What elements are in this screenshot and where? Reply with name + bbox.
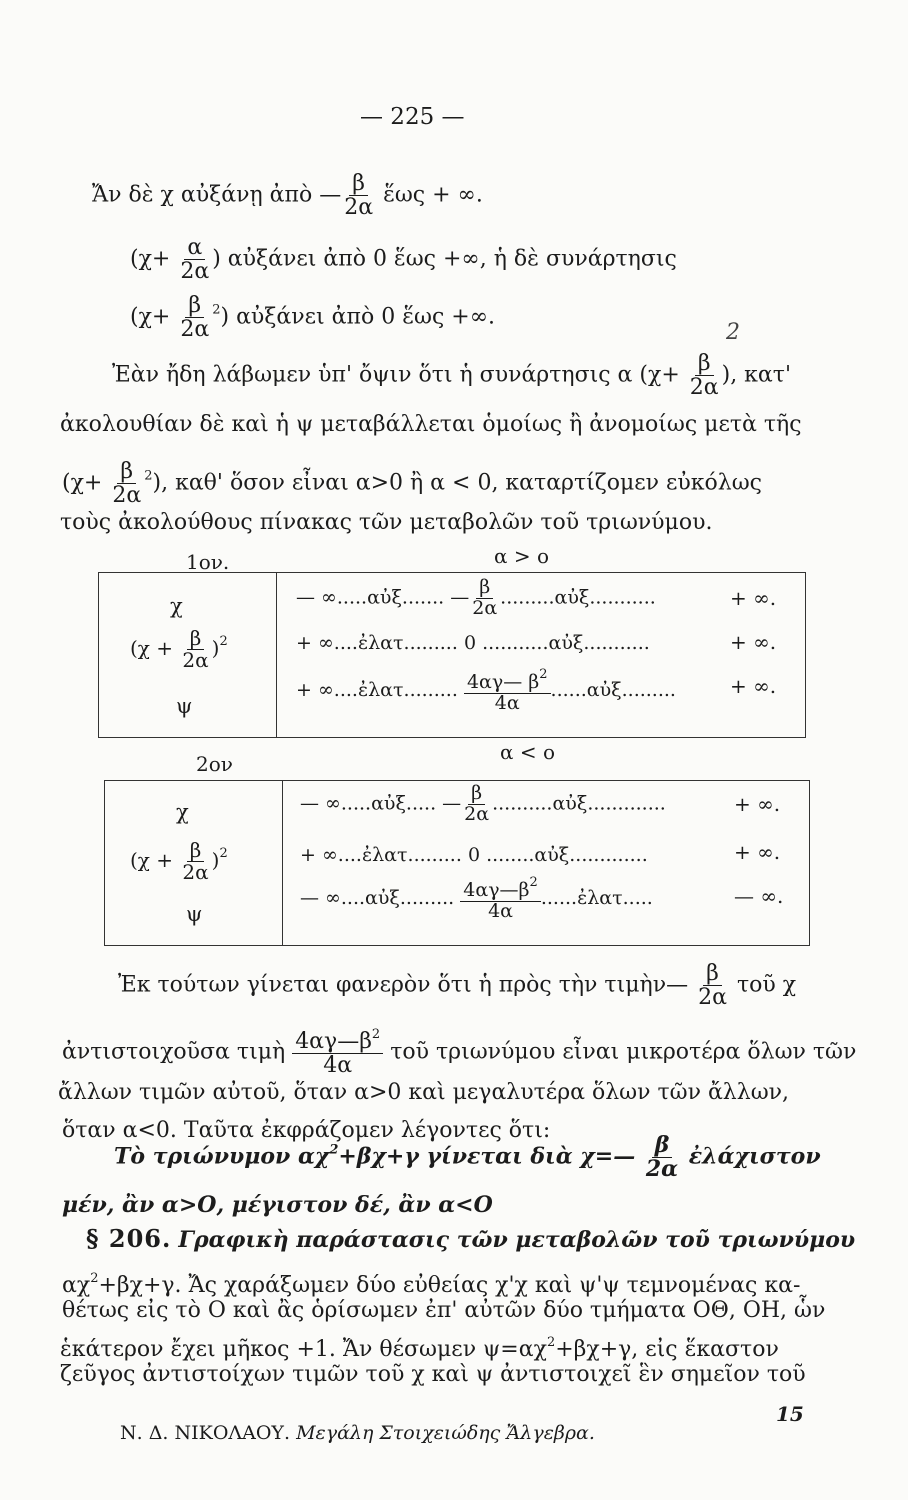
cell-text: ........αὐξ............. (486, 844, 648, 866)
table1-name: 1ον. (186, 550, 230, 574)
section-number: § 206. (86, 1224, 172, 1253)
cell-text: — ∞.....αὐξ....... (296, 586, 445, 609)
footer (120, 1422, 595, 1444)
exponent: 2 (546, 1335, 556, 1350)
table2-condition: α < ο (500, 740, 556, 764)
table2-label-square (130, 840, 228, 883)
table2-label-x: χ (176, 800, 189, 824)
table1-label-psi: ψ (176, 694, 193, 718)
fraction-numerator: β (117, 460, 136, 484)
text-line-a2 (62, 1028, 856, 1077)
cell-text: 0 (467, 844, 481, 866)
text-line-5: ἀκολουθίαν δὲ καὶ ἡ ψ μεταβάλλεται ὁμοίως ἢ ἀνομοίως μετὰ τῆς (60, 412, 802, 437)
label-text: (χ + (130, 636, 174, 660)
fraction-denominator: 2α (112, 483, 142, 509)
fraction-numerator: β (187, 628, 205, 650)
cell-text: .........αὐξ........... (500, 586, 656, 609)
fraction (109, 460, 144, 507)
exponent: 2 (219, 634, 228, 649)
cell-text: ......ἐλατ..... (540, 886, 653, 909)
section-title: Γραφικὴ παράστασις τῶν μεταβολῶν τοῦ τριωνύμου (178, 1227, 856, 1253)
fraction-numerator: β (476, 578, 493, 599)
table1-divider (276, 572, 277, 738)
line-text: ), κατ' (721, 362, 792, 388)
text-line-a4: ὅταν α<0. Ταῦτα ἐκφράζομεν λέγοντες ὅτι: (62, 1118, 551, 1143)
text-line-s5: ζεῦγος ἀντιστοίχων τιμῶν τοῦ χ καὶ ψ ἀντιστοιχεῖ ἓν σημεῖον τοῦ (60, 1362, 806, 1387)
table1-row-square (296, 632, 650, 654)
label-text: (χ + (130, 848, 174, 872)
line-text: ἑκάτερον ἔχει μῆκος +1. Ἄν θέσωμεν ψ=αχ (60, 1337, 547, 1362)
line-text: ) αὐξάνει ἀπὸ 0 ἕως +∞. (220, 304, 496, 330)
fraction (643, 1134, 681, 1181)
fraction (461, 784, 492, 825)
table2-name: 2ον (196, 752, 233, 776)
text-line-a1 (118, 962, 796, 1009)
theorem-line-2: μέν, ἂν α>Ο, μέγιστον δέ, ἂν α<Ο (62, 1192, 493, 1218)
numerator-text: 4αγ— β (466, 671, 540, 693)
fraction-denominator: 2α (182, 860, 209, 884)
text-line-s3: θέτως εἰς τὸ Ο καὶ ἂς ὁρίσωμεν ἐπ' αὐτῶν δύο τμήματα ΟΘ, ΟΗ, ὧν (62, 1298, 826, 1323)
table2-label-psi: ψ (186, 902, 203, 926)
text-line-s2 (62, 1266, 800, 1299)
fraction-denominator: 2α (344, 195, 374, 221)
fraction-numerator (460, 876, 541, 902)
table2-divider (282, 780, 283, 946)
line-text: +βχ+γ. Ἄς χαράξωμεν δύο εὐθείας χ'χ καὶ ψ'ψ τεμνομένας κα- (98, 1273, 801, 1298)
cell-text: — ∞....αὐξ......... (300, 886, 455, 909)
table1-row-x-end: + ∞. (730, 586, 777, 610)
fraction-denominator: 2α (180, 259, 210, 285)
fraction-numerator: β (468, 784, 485, 805)
exponent: 2 (90, 1271, 99, 1286)
table1-row-psi-end: + ∞. (730, 674, 777, 698)
sheet-number: 15 (776, 1402, 804, 1426)
section-heading (86, 1226, 855, 1254)
fraction-numerator: β (652, 1134, 673, 1158)
cell-text: ..........αὐξ............. (492, 792, 666, 815)
fraction (469, 578, 500, 619)
cell-text: + ∞....ἐλατ......... (300, 844, 462, 866)
line-text: (χ+ (130, 304, 171, 330)
fraction (292, 1028, 383, 1077)
fraction-numerator: β (349, 172, 368, 196)
theorem-text: ἐλάχιστον (688, 1143, 821, 1170)
numerator-text: 4αγ—β (463, 879, 530, 901)
exponent: 2 (539, 667, 548, 682)
footer-author: Ν. Δ. ΝΙΚΟΛΑΟΥ. (120, 1422, 291, 1444)
exponent: 2 (371, 1027, 381, 1042)
fraction (179, 840, 211, 883)
fraction-numerator: α (184, 236, 205, 260)
line-text: (χ+ (130, 246, 171, 272)
exponent: 2 (219, 846, 228, 861)
fraction-denominator: 4α (494, 691, 520, 714)
fraction-denominator: 2α (645, 1156, 679, 1183)
fraction (464, 668, 551, 714)
fraction-denominator: 4α (488, 899, 514, 922)
table1-label-square (130, 628, 228, 671)
line-text: ), καθ' ὅσον εἶναι α>0 ἢ α < 0, καταρτίζομεν εὐκόλως (152, 470, 762, 496)
table1-row-x: — ∞.....αὐξ....... — $\frac{\beta}{2\alpha}$ .........αὐξ........... (296, 576, 656, 619)
exponent: 2 (529, 875, 538, 890)
table2-row-psi-end: — ∞. (734, 884, 784, 908)
fraction-denominator: 2α (698, 985, 727, 1011)
cell-text: 0 (463, 632, 477, 654)
theorem-line-1 (114, 1134, 821, 1181)
fraction-denominator: 4α (323, 1053, 353, 1079)
fraction (695, 962, 730, 1009)
line-text: Ἄν δὲ χ αὐξάνῃ ἀπὸ (92, 182, 313, 208)
fraction-denominator: 2α (464, 802, 490, 825)
text-line-3 (130, 294, 495, 341)
fraction-numerator: β (187, 840, 205, 862)
fraction-denominator: 2α (689, 375, 719, 401)
line-text: ἀντιστοιχοῦσα τιμὴ (62, 1039, 286, 1065)
fraction-numerator: β (695, 352, 714, 376)
footer-book-title: Μεγάλη Στοιχειώδης Ἄλγεβρα. (296, 1422, 595, 1444)
fraction (341, 172, 376, 219)
page-number: — 225 — (360, 104, 465, 130)
table2-row-x-end: + ∞. (734, 792, 781, 816)
line-text: τοῦ τριωνύμου εἶναι μικροτέρα ὅλων τῶν (390, 1039, 857, 1065)
table2-row-psi (300, 876, 653, 922)
table1-row-square-end: + ∞. (730, 630, 777, 654)
fraction-numerator: β (185, 294, 204, 318)
line-text: ) αὐξάνει ἀπὸ 0 ἕως +∞, ἡ δὲ συνάρτησις (212, 246, 677, 272)
text-line-2 (130, 236, 677, 283)
handwritten-mark: 2 (726, 320, 740, 345)
cell-text: — ∞.....αὐξ..... (300, 792, 437, 815)
table1-row-psi (296, 668, 676, 714)
label-text: ) (211, 636, 220, 660)
fraction-numerator: β (703, 962, 722, 986)
cell-text: ......αὐξ......... (550, 678, 676, 701)
fraction (177, 294, 212, 341)
line-text: Ἐκ τούτων γίνεται φανερὸν ὅτι ἡ πρὸς τὴν τιμὴν— (118, 972, 689, 998)
table2-row-x: — ∞.....αὐξ..... — $\frac{\beta}{2\alpha}$ ..........αὐξ............. (300, 782, 666, 825)
exponent: 2 (212, 302, 221, 318)
line-text: ἕως + ∞. (383, 182, 483, 208)
fraction (179, 628, 211, 671)
line-text: αχ (62, 1273, 91, 1298)
numerator-text: 4αγ—β (295, 1029, 372, 1054)
fraction (177, 236, 212, 283)
cell-text: + ∞....ἐλατ......... (296, 632, 458, 654)
text-line-7: τοὺς ἀκολούθους πίνακας τῶν μεταβολῶν τοῦ τριωνύμου. (60, 510, 713, 535)
text-line-a3: ἄλλων τιμῶν αὐτοῦ, ὅταν α>0 καὶ μεγαλυτέρα ὅλων τῶν ἄλλων, (58, 1080, 789, 1105)
fraction-denominator: 2α (472, 596, 498, 619)
exponent: 2 (329, 1142, 339, 1158)
theorem-text: +βχ+γ γίνεται διὰ χ=— (338, 1143, 636, 1170)
text-line-1: Ἄν δὲ χ αὐξάνῃ ἀπὸ — $\frac{\beta}{2\alpha}$ ἕως + ∞. (92, 171, 483, 221)
fraction-denominator: 2α (182, 648, 209, 672)
cell-text: + ∞....ἐλατ......... (296, 678, 458, 701)
exponent: 2 (144, 468, 153, 484)
line-text: +βχ+γ, εἰς ἕκαστον (555, 1337, 779, 1362)
fraction (460, 876, 541, 922)
fraction-denominator: 2α (180, 317, 210, 343)
cell-text: ...........αὐξ........... (482, 632, 650, 654)
text-line-6 (62, 460, 762, 507)
theorem-text: Τὸ τριώνυμον αχ (114, 1143, 330, 1170)
fraction-numerator (292, 1028, 383, 1054)
text-line-s4 (60, 1330, 779, 1363)
line-text: (χ+ (62, 470, 103, 496)
table2-row-square (300, 844, 648, 866)
table2-row-square-end: + ∞. (734, 840, 781, 864)
fraction (687, 352, 722, 399)
line-text: τοῦ χ (736, 972, 797, 998)
table1-label-x: χ (170, 594, 183, 618)
label-text: ) (211, 848, 220, 872)
table1-condition: α > ο (494, 544, 550, 568)
fraction-numerator (464, 668, 551, 694)
text-line-4 (112, 352, 791, 399)
line-text: Ἐὰν ἤδη λάβωμεν ὑπ' ὄψιν ὅτι ἡ συνάρτησις α (χ+ (112, 362, 680, 388)
